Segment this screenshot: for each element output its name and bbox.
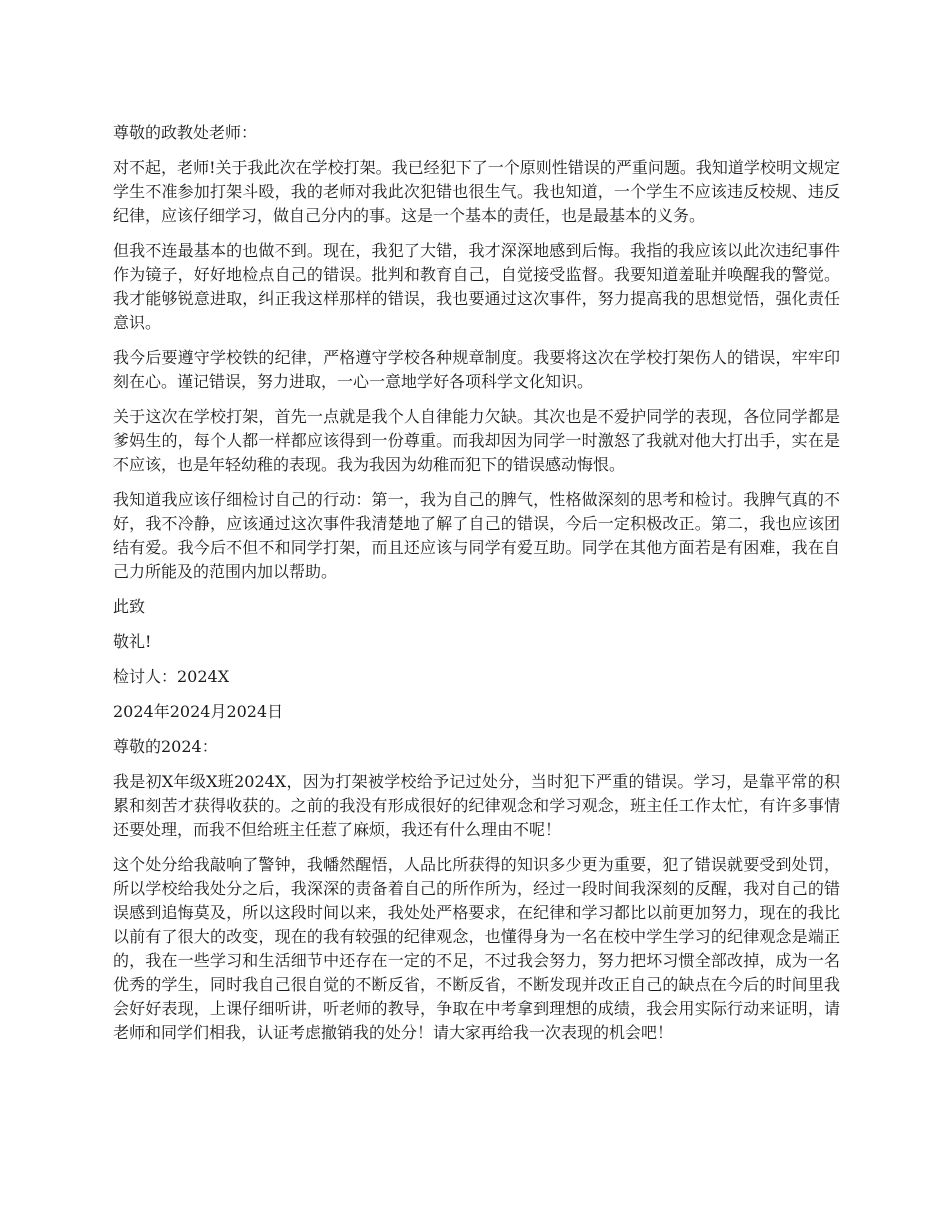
date: 2024年2024月2024日 xyxy=(113,702,284,721)
salutation-2: 尊敬的2024： xyxy=(113,737,218,756)
letter1-paragraph-1: 对不起，老师!关于我此次在学校打架。我已经犯下了一个原则性错误的严重问题。我知道学校明文规定学生不准参加打架斗殴，我的老师对我此次犯错也很生气。我也知道，一个学生不应该违反校规、违反纪律，应该仔细学习，做自己分内的事。这是一个基本的责任，也是最基本的义务。 xyxy=(113,158,840,225)
letter1-paragraph-2: 但我不连最基本的也做不到。现在，我犯了大错，我才深深地感到后悔。我指的我应该以此次违纪事件作为镜子，好好地检点自己的错误。批判和教育自己，自觉接受监督。我要知道羞耻并唤醒我的警觉。我才能够锐意进取，纠正我这样那样的错误，我也要通过这次事件，努力提高我的思想觉悟，强化责任意识。 xyxy=(113,241,840,332)
letter1-paragraph-3: 我今后要遵守学校铁的纪律，严格遵守学校各种规章制度。我要将这次在学校打架伤人的错误，牢牢印刻在心。谨记错误，努力进取，一心一意地学好各项科学文化知识。 xyxy=(113,348,840,391)
letter2-paragraph-1: 我是初X年级X班2024X，因为打架被学校给予记过处分，当时犯下严重的错误。学习，是靠平常的积累和刻苦才获得收获的。之前的我没有形成很好的纪律观念和学习观念，班主任工作太忙，有许多事情还要处理，而我不但给班主任惹了麻烦，我还有什么理由不呢！ xyxy=(113,772,840,839)
closing: 此致 xyxy=(113,597,146,616)
letter2-paragraph-2: 这个处分给我敲响了警钟，我幡然醒悟，人品比所获得的知识多少更为重要，犯了错误就要受到处罚，所以学校给我处分之后，我深深的责备着自己的所作所为，经过一段时间我深刻的反醒，我对自己的错误感到追悔莫及，所以这段时间以来，我处处严格要求，在纪律和学习都比以前更加努力，现在的我比以前有了很大的改变，现在的我有较强的纪律观念，也懂得身为一名在校中学生学习的纪律观念是端正的，我在一些学习和生活细节中还存在一定的不足，不过我会努力，努力把坏习惯全部改掉，成为一名优秀的学生，同时我自己很自觉的不断反省，不断反省，不断发现并改正自己的缺点在今后的时间里我会好好表现，上课仔细听讲，听老师的教导，争取在中考拿到理想的成绩，我会用实际行动来证明，请老师和同学们相我，认证考虑撤销我的处分！请大家再给我一次表现的机会吧！ xyxy=(113,855,840,1042)
salutation-1: 尊敬的政教处老师： xyxy=(113,123,258,142)
regards: 敬礼! xyxy=(113,632,152,651)
document-body xyxy=(113,121,840,1056)
letter1-paragraph-5: 我知道我应该仔细检讨自己的行动：第一，我为自己的脾气，性格做深刻的思考和检讨。我脾气真的不好，我不冷静，应该通过这次事件我清楚地了解了自己的错误，今后一定积极改正。第二，我也应该团结有爱。我今后不但不和同学打架，而且还应该与同学有爱互助。同学在其他方面若是有困难，我在自己力所能及的范围内加以帮助。 xyxy=(113,490,840,581)
signature: 检讨人：2024X xyxy=(113,667,230,686)
letter1-paragraph-4: 关于这次在学校打架，首先一点就是我个人自律能力欠缺。其次也是不爱护同学的表现，各位同学都是爹妈生的，每个人都一样都应该得到一份尊重。而我却因为同学一时激怒了我就对他大打出手，实在是不应该，也是年轻幼稚的表现。我为我因为幼稚而犯下的错误感动悔恨。 xyxy=(113,407,840,474)
